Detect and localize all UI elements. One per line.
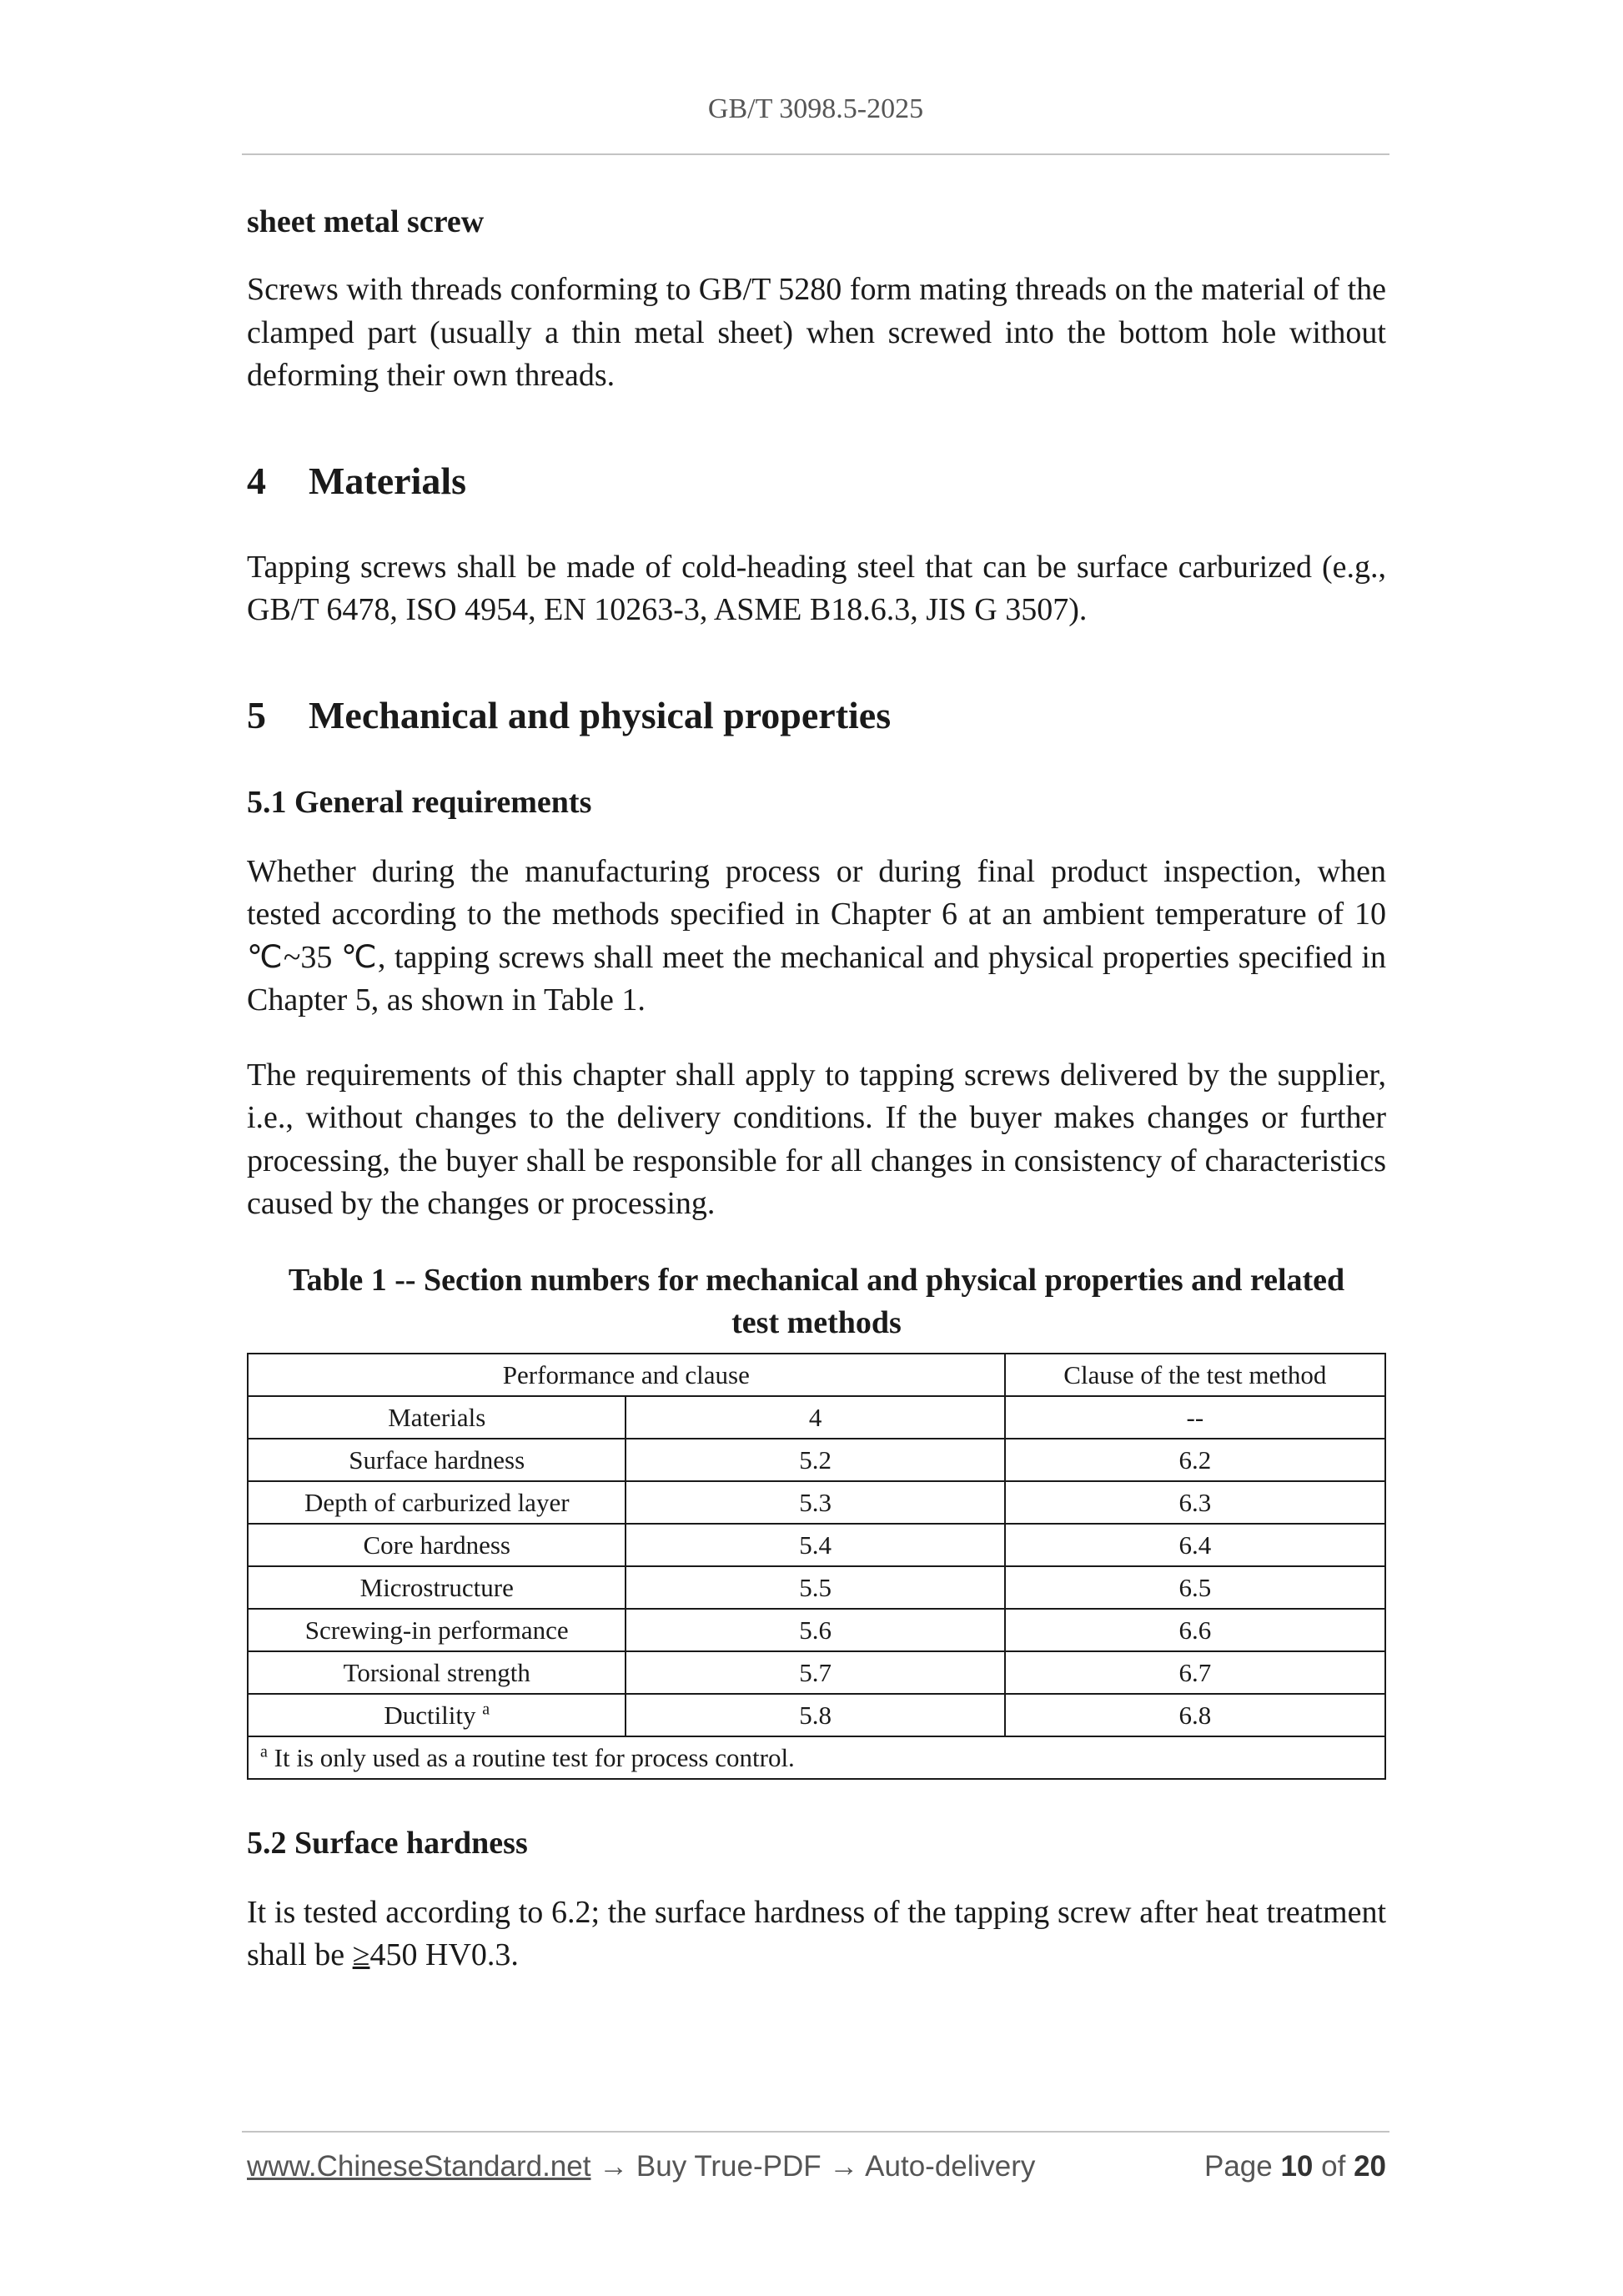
page-current: 10 [1280, 2150, 1314, 2183]
footnote-text: It is only used as a routine test for process control. [267, 1742, 795, 1772]
term-title: sheet metal screw [247, 204, 485, 239]
cell-clause: 5.4 [626, 1524, 1004, 1566]
cell-clause: 4 [626, 1396, 1004, 1439]
document-id-header: GB/T 3098.5-2025 [707, 93, 924, 124]
section-5-1-heading: 5.1 General requirements [247, 784, 592, 820]
cell-test-clause: 6.5 [1005, 1566, 1385, 1609]
section-4-heading [247, 456, 1386, 506]
page-total: 20 [1354, 2150, 1386, 2183]
footnote-mark: a [260, 1742, 268, 1761]
section-5-1-paragraph-2: The requirements of this chapter shall apply to tapping screws delivered by the supplier, i.e., without changes to the delivery conditions. If the buyer makes changes or further processing, the buyer shall be responsible for all changes in consistency of characteristics caused by the changes or processing. [247, 1057, 1386, 1221]
section-4-number: 4 [247, 459, 266, 502]
cell-clause: 5.2 [626, 1439, 1004, 1481]
cell-clause: 5.5 [626, 1566, 1004, 1609]
cell-clause: 5.8 [626, 1694, 1004, 1736]
page-label: Page [1203, 2150, 1273, 2183]
section-5-1-paragraph-1: Whether during the manufacturing process or during final product inspection, when tested according to the methods specified in Chapter 6 at an ambient temperature of 10 ℃~35 ℃, tapping screws shall meet the mechanical and physical properties specified in Chapter 5, as shown in Table 1. [247, 853, 1386, 1017]
cell-property [248, 1694, 626, 1736]
header-test-method-clause: Clause of the test method [1005, 1354, 1385, 1396]
section-5-title: Mechanical and physical properties [309, 693, 892, 736]
cell-clause: 5.6 [626, 1609, 1004, 1651]
footer-nav-text: → Buy True-PDF → Auto-delivery [590, 2150, 1036, 2183]
page-counter [1204, 2150, 1386, 2183]
footer-divider [242, 2131, 1389, 2133]
greater-equal-symbol: ≥ [352, 1937, 370, 1972]
cell-property: Microstructure [248, 1566, 626, 1609]
section-5-2-text [247, 1892, 1386, 1977]
term-definition: Screws with threads conforming to GB/T 5280 form mating threads on the material of the clamped part (usually a thin metal sheet) when screwed into the bottom hole without deforming their own threads. [247, 272, 1386, 393]
table-row [248, 1566, 1385, 1609]
cell-test-clause: 6.2 [1005, 1439, 1385, 1481]
cell-property: Materials [248, 1396, 626, 1439]
section-5-2-heading: 5.2 Surface hardness [247, 1825, 528, 1861]
section-5-heading [247, 691, 1386, 741]
cell-property: Surface hardness [248, 1439, 626, 1481]
page-footer [247, 2150, 1386, 2183]
table-row [248, 1481, 1385, 1524]
cell-property: Depth of carburized layer [248, 1481, 626, 1524]
table-1 [247, 1353, 1386, 1780]
section-5-2-text-before: It is tested according to 6.2; the surface hardness of the tapping screw after heat treatment shall be [247, 1894, 1386, 1972]
cell-test-clause: -- [1005, 1396, 1385, 1439]
cell-test-clause: 6.4 [1005, 1524, 1385, 1566]
cell-property-text: Ductility [384, 1700, 476, 1730]
table-footnote [248, 1736, 1385, 1779]
page-content [247, 200, 1386, 2009]
table-row [248, 1694, 1385, 1736]
cell-test-clause: 6.6 [1005, 1609, 1385, 1651]
cell-property: Core hardness [248, 1524, 626, 1566]
footer-left [247, 2150, 1035, 2183]
footnote-marker: a [482, 1700, 490, 1719]
table-footnote-row [248, 1736, 1385, 1779]
cell-property: Torsional strength [248, 1651, 626, 1694]
header-divider [242, 153, 1389, 155]
table-row [248, 1524, 1385, 1566]
cell-test-clause: 6.8 [1005, 1694, 1385, 1736]
cell-test-clause: 6.3 [1005, 1481, 1385, 1524]
table-1-title: Table 1 -- Section numbers for mechanical and physical properties and related test methods [288, 1262, 1345, 1340]
page-of-label: of [1321, 2150, 1346, 2183]
cell-clause: 5.3 [626, 1481, 1004, 1524]
cell-clause: 5.7 [626, 1651, 1004, 1694]
table-header-row [248, 1354, 1385, 1396]
cell-test-clause: 6.7 [1005, 1651, 1385, 1694]
website-link[interactable]: www.ChineseStandard.net [247, 2150, 591, 2183]
section-4-title: Materials [309, 459, 467, 502]
section-4-text: Tapping screws shall be made of cold-heading steel that can be surface carburized (e.g., GB/T 6478, ISO 4954, EN 10263-3, ASME B18.6.3, JIS G 3507). [247, 549, 1386, 627]
cell-property: Screwing-in performance [248, 1609, 626, 1651]
section-5-2-text-after: 450 HV0.3. [369, 1937, 519, 1972]
table-row [248, 1439, 1385, 1481]
section-5-number: 5 [247, 693, 266, 736]
table-row [248, 1651, 1385, 1694]
table-row [248, 1396, 1385, 1439]
header-performance-and-clause: Performance and clause [248, 1354, 1005, 1396]
table-row [248, 1609, 1385, 1651]
